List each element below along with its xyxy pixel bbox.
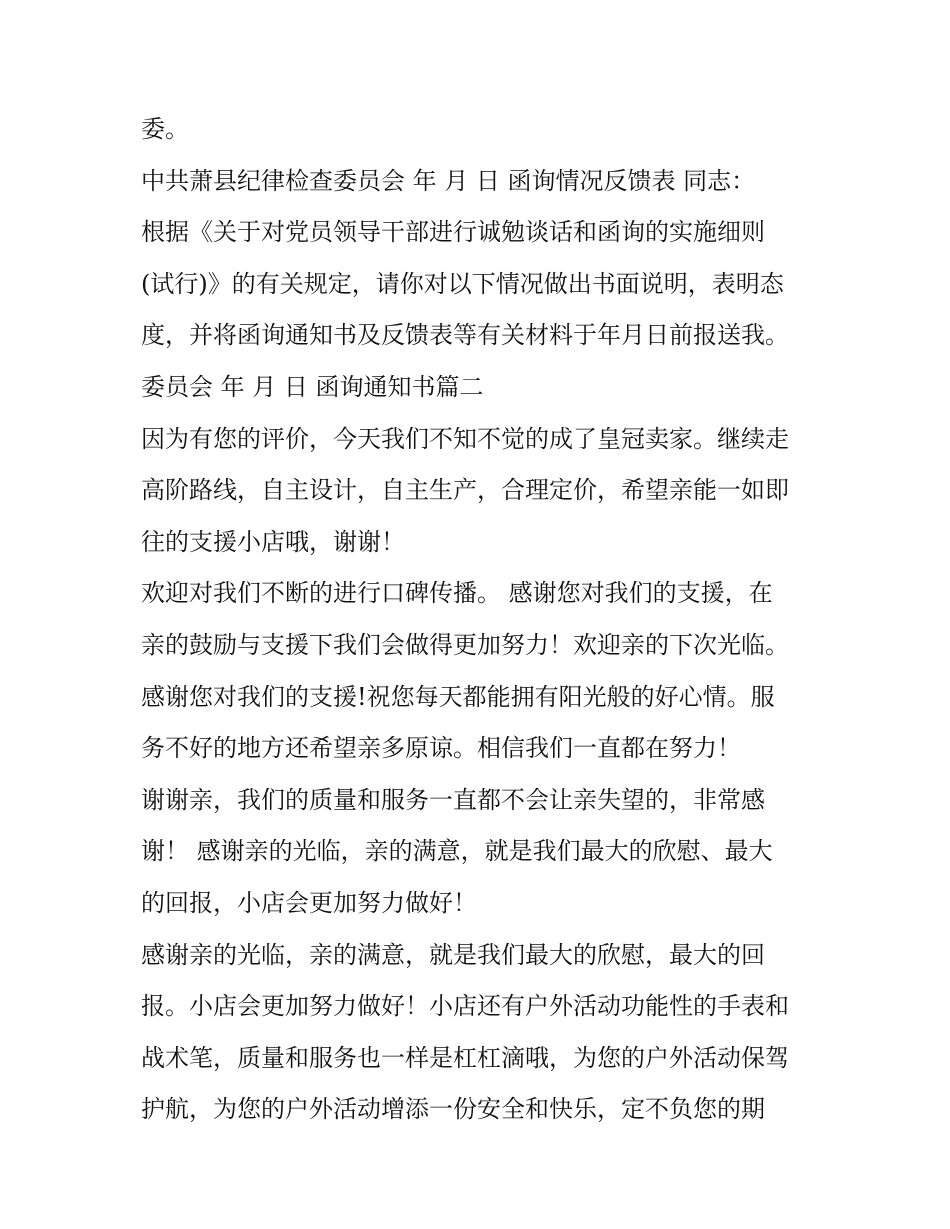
text-line: 战术笔，质量和服务也一样是杠杠滴哦，为您的户外活动保驾 (141, 1043, 789, 1072)
text-line: 务不好的地方还希望亲多原谅。相信我们一直都在努力！ (141, 734, 741, 763)
text-line: 欢迎对我们不断的进行口碑传播。 感谢您对我们的支援，在 (141, 579, 773, 608)
text-line: 中共萧县纪律检查委员会 年 月 日 函询情况反馈表 同志： (141, 166, 756, 195)
text-line: 的回报，小店会更加努力做好！ (141, 888, 477, 917)
text-line: 感谢亲的光临，亲的满意，就是我们最大的欣慰，最大的回 (141, 940, 765, 969)
text-line: 谢！ 感谢亲的光临，亲的满意，就是我们最大的欣慰、最大 (141, 837, 773, 866)
text-line: 报。小店会更加努力做好！小店还有户外活动功能性的手表和 (141, 992, 789, 1021)
text-line: 护航，为您的户外活动增添一份安全和快乐，定不负您的期 (141, 1095, 765, 1124)
text-line: 根据《关于对党员领导干部进行诚勉谈话和函询的实施细则 (141, 218, 765, 247)
document-body (141, 104, 821, 1136)
text-line: 委员会 年 月 日 函询通知书篇二 (141, 372, 484, 401)
text-line: 亲的鼓励与支援下我们会做得更加努力！欢迎亲的下次光临。 (141, 630, 789, 659)
text-line: 委。 (141, 115, 189, 143)
text-line: 往的支援小店哦，谢谢！ (141, 527, 405, 556)
text-line: (试行)》的有关规定，请你对以下情况做出书面说明，表明态 (141, 269, 784, 298)
text-line: 度，并将函询通知书及反馈表等有关材料于年月日前报送我。 (141, 321, 789, 350)
text-line: 高阶路线，自主设计，自主生产，合理定价，希望亲能一如即 (141, 476, 789, 505)
text-line: 因为有您的评价，今天我们不知不觉的成了皇冠卖家。继续走 (141, 424, 789, 453)
text-line: 谢谢亲，我们的质量和服务一直都不会让亲失望的，非常感 (141, 785, 765, 814)
text-line: 感谢您对我们的支援!祝您每天都能拥有阳光般的好心情。服 (141, 682, 775, 711)
